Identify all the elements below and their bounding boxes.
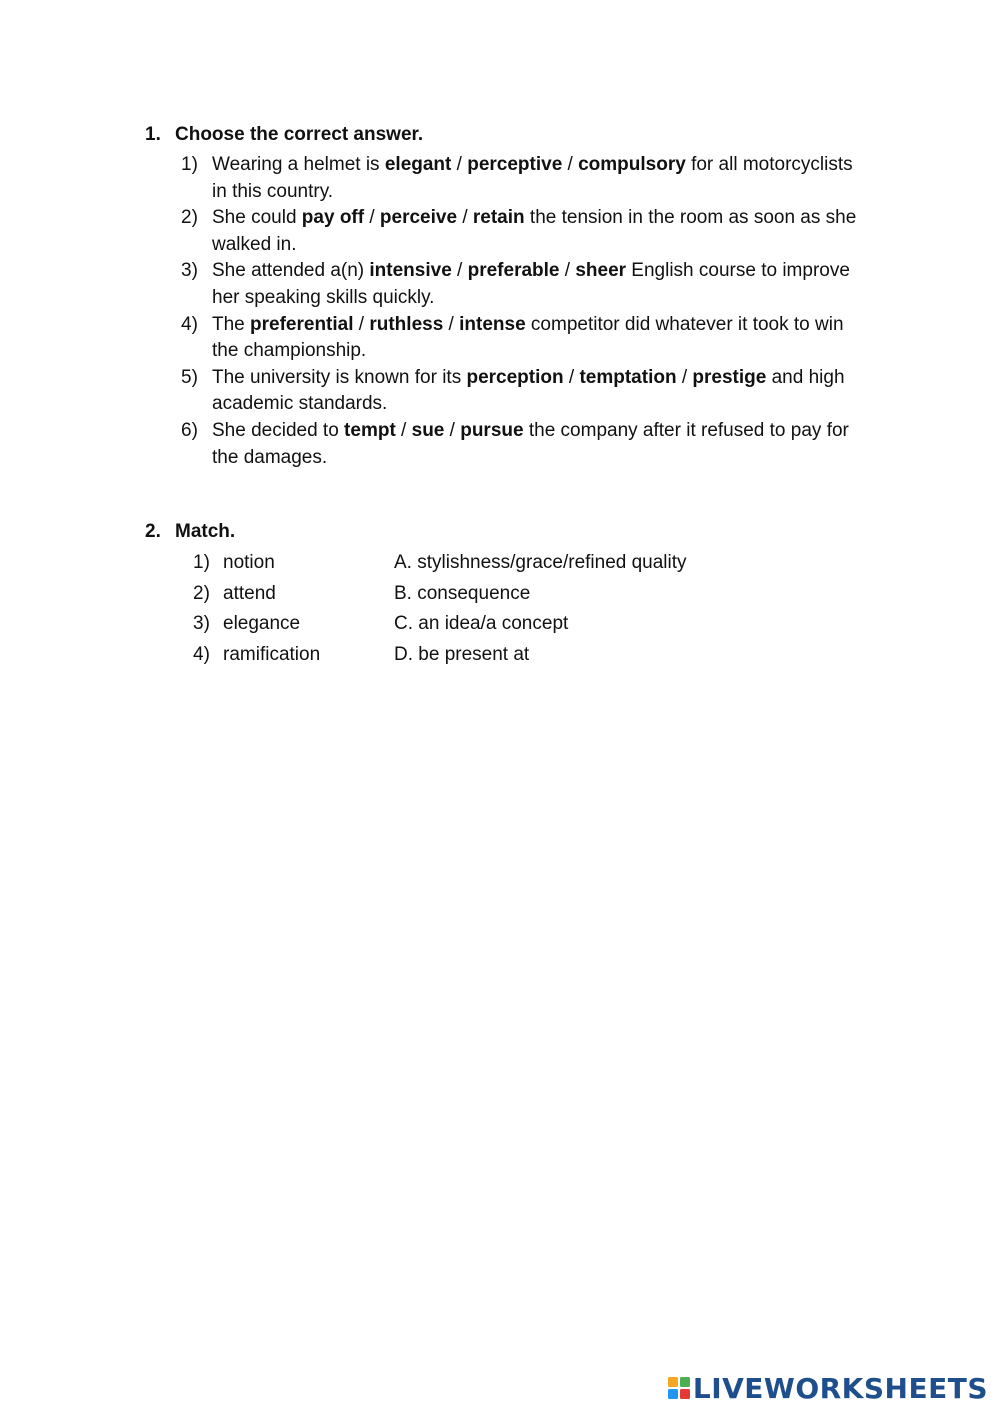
question-fragment: the tension in the room as soon as she walked in. <box>212 207 857 255</box>
answer-option[interactable]: compulsory <box>578 154 686 175</box>
question-fragment: / <box>353 313 370 335</box>
question-item <box>181 365 865 418</box>
match-row <box>193 642 865 673</box>
question-number: 2) <box>181 207 198 229</box>
question-number: 1) <box>181 154 198 175</box>
answer-option[interactable]: sue <box>411 419 445 441</box>
question-fragment: / <box>563 366 580 388</box>
answer-option[interactable]: ruthless <box>369 313 444 335</box>
question-text <box>212 365 865 418</box>
question-fragment: English course to improve her speaking skills quickly. <box>212 260 850 308</box>
question-fragment: the company after it refused to pay for the damages. <box>212 419 849 468</box>
question-text <box>212 152 865 205</box>
question-fragment: / <box>562 154 579 175</box>
answer-option[interactable]: intense <box>459 313 526 335</box>
question-fragment: / <box>443 313 460 335</box>
answer-option[interactable]: prestige <box>692 366 767 388</box>
answer-option[interactable]: perception <box>466 366 564 388</box>
question-item <box>181 258 865 311</box>
question-fragment: for all motorcyclists in this country. <box>212 154 853 202</box>
match-word[interactable]: attend <box>223 582 276 604</box>
answer-option[interactable]: sheer <box>575 260 627 282</box>
exercise-1-number: 1. <box>145 124 161 145</box>
question-text <box>212 258 865 311</box>
question-number: 6) <box>181 419 198 441</box>
question-fragment: The university is known for its <box>212 366 467 388</box>
match-number: 3) <box>193 613 210 635</box>
match-number: 4) <box>193 643 210 665</box>
exercise-1-heading <box>145 122 865 148</box>
answer-option[interactable]: intensive <box>369 260 452 282</box>
match-word[interactable]: elegance <box>223 613 301 635</box>
answer-option[interactable]: elegant <box>384 154 452 175</box>
answer-option[interactable]: pursue <box>460 419 524 441</box>
question-fragment: / <box>451 154 468 175</box>
question-fragment: / <box>444 419 461 441</box>
question-number: 5) <box>181 366 198 388</box>
match-row <box>193 611 865 642</box>
match-row <box>193 581 865 612</box>
question-fragment: Wearing a helmet is <box>212 154 385 175</box>
match-definition[interactable]: C. an idea/a concept <box>394 613 569 635</box>
question-fragment: She attended a(n) <box>212 260 370 282</box>
match-row <box>193 550 865 581</box>
match-definition[interactable]: D. be present at <box>394 643 530 665</box>
match-list <box>145 550 865 672</box>
answer-option[interactable]: perceive <box>379 207 458 229</box>
answer-option[interactable]: preferential <box>250 313 354 335</box>
answer-option[interactable]: retain <box>472 207 525 229</box>
answer-option[interactable]: preferable <box>467 260 560 282</box>
question-item <box>181 205 865 258</box>
answer-option[interactable]: perceptive <box>467 154 563 175</box>
exercise-2-title: Match. <box>175 521 236 542</box>
match-definition[interactable]: B. consequence <box>394 582 531 604</box>
question-item <box>181 312 865 365</box>
question-fragment: / <box>457 207 473 229</box>
logo-wordmark: LIVEWORKSHEETS <box>692 1371 988 1405</box>
question-fragment: / <box>676 366 693 388</box>
question-fragment: / <box>364 207 380 229</box>
question-fragment: / <box>395 419 412 441</box>
exercise-2-number: 2. <box>145 521 161 542</box>
question-fragment: competitor did whatever it took to win the championship. <box>212 313 844 362</box>
question-item <box>181 152 865 205</box>
question-fragment: / <box>559 260 576 282</box>
question-fragment: She decided to <box>212 419 345 441</box>
exercise-match <box>145 519 865 672</box>
question-fragment: She could <box>212 207 302 229</box>
answer-option[interactable]: pay off <box>301 207 365 229</box>
match-definition[interactable]: A. stylishness/grace/refined quality <box>394 552 687 573</box>
liveworksheets-logo-icon <box>668 1377 690 1399</box>
question-number: 4) <box>181 313 198 335</box>
match-number: 1) <box>193 552 210 573</box>
question-item <box>181 418 865 471</box>
question-number: 3) <box>181 260 198 282</box>
question-fragment: and high academic standards. <box>212 366 845 415</box>
question-text <box>212 205 865 258</box>
question-fragment: / <box>451 260 468 282</box>
answer-option[interactable]: temptation <box>579 366 677 388</box>
liveworksheets-logo <box>668 1372 988 1404</box>
exercise-1-title: Choose the correct answer. <box>175 124 424 145</box>
question-fragment: The <box>212 313 251 335</box>
question-text <box>212 312 865 365</box>
exercise-2-heading <box>145 519 865 545</box>
exercise-choose-correct-answer <box>145 122 865 471</box>
question-list <box>145 152 865 471</box>
answer-option[interactable]: tempt <box>344 419 396 441</box>
match-word[interactable]: ramification <box>223 643 321 665</box>
question-text <box>212 418 865 471</box>
match-word[interactable]: notion <box>223 552 275 573</box>
match-number: 2) <box>193 582 210 604</box>
